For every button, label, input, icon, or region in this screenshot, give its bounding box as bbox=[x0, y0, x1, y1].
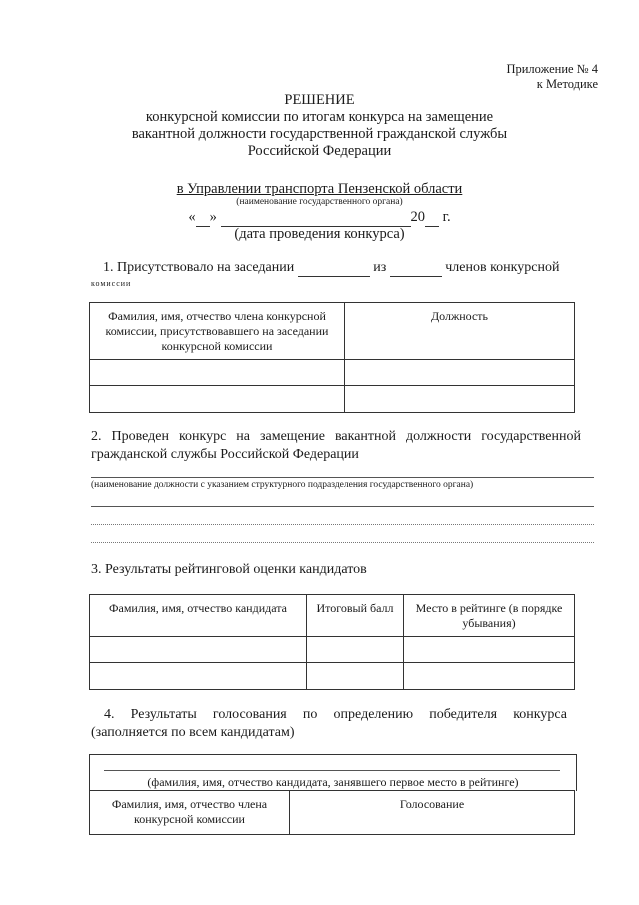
attendance-header-name: Фамилия, имя, отчество члена конкурсной комиссии, присутствовавшего на заседании конкурсной комиссии bbox=[90, 303, 345, 360]
date-open-quote: « bbox=[188, 209, 196, 225]
document-title bbox=[0, 92, 639, 160]
date-year-suffix: г. bbox=[442, 209, 451, 225]
rating-header-place: Место в рейтинге (в порядке убывания) bbox=[404, 595, 575, 637]
date-close-quote: » bbox=[209, 209, 217, 225]
position-line-3 bbox=[91, 524, 594, 525]
voting-header-vote: Голосование bbox=[290, 791, 575, 835]
appendix-line-1: Приложение № 4 bbox=[506, 62, 598, 76]
section2-text: 2. Проведен конкурс на замещение вакантной должности государственной гражданской службы Российской Федерации bbox=[91, 429, 581, 462]
section1-text: 1. Присутствовало на заседании из членов конкурсной bbox=[103, 260, 560, 275]
date-year-prefix: 20 bbox=[410, 209, 426, 225]
position-line-2 bbox=[91, 506, 594, 507]
rating-table bbox=[89, 594, 575, 690]
position-line-4 bbox=[91, 542, 594, 543]
rating-header-name: Фамилия, имя, отчество кандидата bbox=[90, 595, 307, 637]
section4-caption: (фамилия, имя, отчество кандидата, занявшего первое место в рейтинге) bbox=[147, 775, 519, 789]
table-row bbox=[90, 386, 575, 413]
attendance-header-position: Должность bbox=[345, 303, 575, 360]
title-heading: РЕШЕНИЕ bbox=[284, 92, 355, 108]
organ-caption: (наименование государственного органа) bbox=[236, 197, 403, 207]
section1-commission-word: комиссии bbox=[91, 279, 132, 288]
title-line-2: вакантной должности государственной гражданской службы bbox=[131, 126, 508, 142]
table-row bbox=[90, 663, 575, 690]
rating-header-score: Итоговый балл bbox=[307, 595, 404, 637]
appendix-label bbox=[506, 62, 598, 92]
table-row bbox=[90, 360, 575, 386]
date-line bbox=[0, 209, 639, 227]
table-row bbox=[90, 637, 575, 663]
position-line bbox=[91, 477, 594, 478]
section4-text: 4. Результаты голосования по определению победителя конкурса (заполняется по всем кандидатам) bbox=[91, 707, 567, 740]
date-caption: (дата проведения конкурса) bbox=[234, 226, 405, 242]
section2-caption: (наименование должности с указанием структурного подразделения государственного органа) bbox=[91, 480, 474, 490]
winner-box bbox=[89, 754, 577, 791]
appendix-line-2: к Методике bbox=[536, 77, 598, 91]
voting-table bbox=[89, 790, 575, 835]
organ-name: в Управлении транспорта Пензенской области bbox=[176, 181, 463, 197]
attendance-table bbox=[89, 302, 575, 413]
winner-name-line bbox=[104, 770, 560, 771]
voting-header-member: Фамилия, имя, отчество члена конкурсной комиссии bbox=[90, 791, 290, 835]
section3-text: 3. Результаты рейтинговой оценки кандидатов bbox=[91, 562, 367, 577]
title-line-1: конкурсной комиссии по итогам конкурса на замещение bbox=[145, 109, 494, 125]
title-line-3: Российской Федерации bbox=[247, 143, 392, 159]
